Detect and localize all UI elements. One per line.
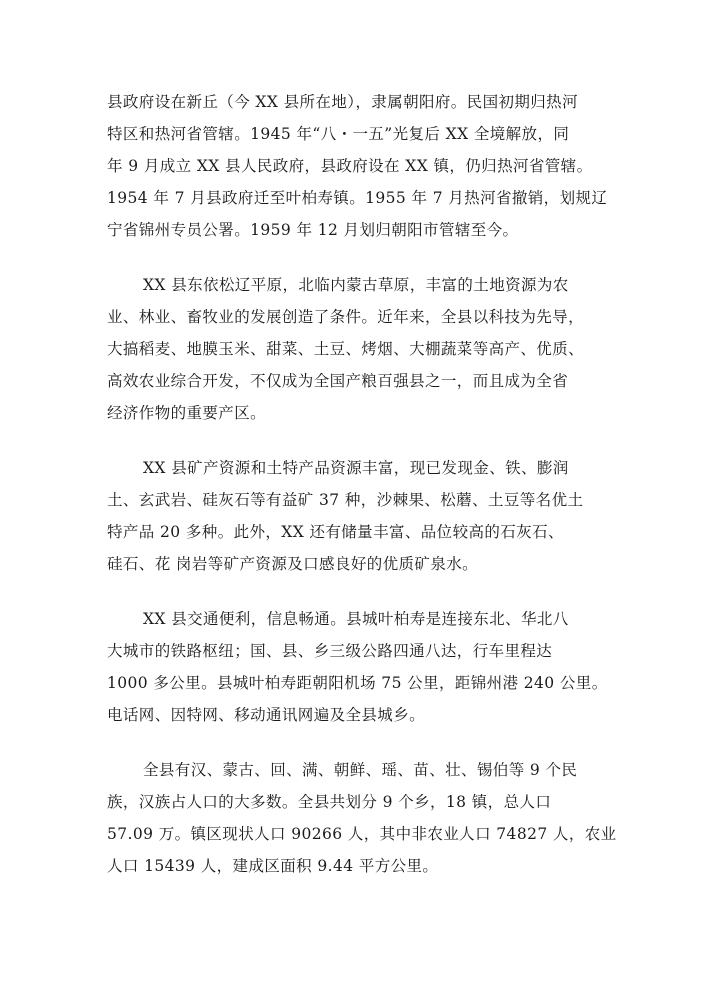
paragraph-4-line-1: XX 县交通便利，信息畅通。县城叶柏寿是连接东北、华北八: [143, 610, 569, 628]
paragraph-2-line-5: 经济作物的重要产区。: [107, 404, 267, 422]
paragraph-4-line-3: 1000 多公里。县城叶柏寿距朝阳机场 75 公里，距锦州港 240 公里。: [107, 674, 608, 692]
paragraph-5-line-2: 族，汉族占人口的大多数。全县共划分 9 个乡，18 镇，总人口: [107, 793, 552, 811]
paragraph-3-line-2: 土、玄武岩、硅灰石等有益矿 37 种，沙棘果、松蘑、土豆等名优土: [107, 491, 584, 509]
paragraph-2-line-4: 高效农业综合开发，不仅成为全国产粮百强县之一，而且成为全省: [107, 372, 569, 390]
paragraph-5-line-4: 人口 15439 人，建成区面积 9.44 平方公里。: [107, 857, 439, 875]
paragraph-5-line-3: 57.09 万。镇区现状人口 90266 人，其中非农业人口 74827 人，农业: [107, 825, 617, 843]
paragraph-1-line-4: 1954 年 7 月县政府迁至叶柏寿镇。1955 年 7 月热河省撤销，划规辽: [107, 189, 608, 207]
paragraph-1-line-5: 宁省锦州专员公署。1959 年 12 月划归朝阳市管辖至今。: [107, 221, 519, 239]
paragraph-4-line-2: 大城市的铁路枢纽；国、县、乡三级公路四通八达，行车里程达: [107, 642, 553, 660]
paragraph-2-line-3: 大搞稻麦、地膜玉米、甜菜、土豆、烤烟、大棚蔬菜等高产、优质、: [107, 340, 585, 358]
paragraph-4-line-4: 电话网、因特网、移动通讯网遍及全县城乡。: [107, 706, 426, 724]
paragraph-2-line-2: 业、林业、畜牧业的发展创造了条件。近年来，全县以科技为先导，: [107, 308, 585, 326]
paragraph-3-line-4: 硅石、花 岗岩等矿产资源及口感良好的优质矿泉水。: [107, 555, 479, 573]
paragraph-3-line-1: XX 县矿产资源和土特产品资源丰富，现已发现金、铁、膨润: [143, 459, 569, 477]
paragraph-2-line-1: XX 县东依松辽平原，北临内蒙古草原，丰富的土地资源为农: [143, 276, 569, 294]
paragraph-3-line-3: 特产品 20 多种。此外，XX 还有储量丰富、品位较高的石灰石、: [107, 523, 564, 541]
paragraph-1-line-2: 特区和热河省管辖。1945 年“八・一五”光复后 XX 全境解放，同: [107, 125, 570, 143]
paragraph-1-line-3: 年 9 月成立 XX 县人民政府，县政府设在 XX 镇，仍归热河省管辖。: [107, 157, 593, 175]
paragraph-1-line-1: 县政府设在新丘（今 XX 县所在地），隶属朝阳府。民国初期归热河: [107, 93, 578, 111]
paragraph-5-line-1: 全县有汉、蒙古、回、满、朝鲜、瑶、苗、壮、锡伯等 9 个民: [143, 761, 578, 779]
